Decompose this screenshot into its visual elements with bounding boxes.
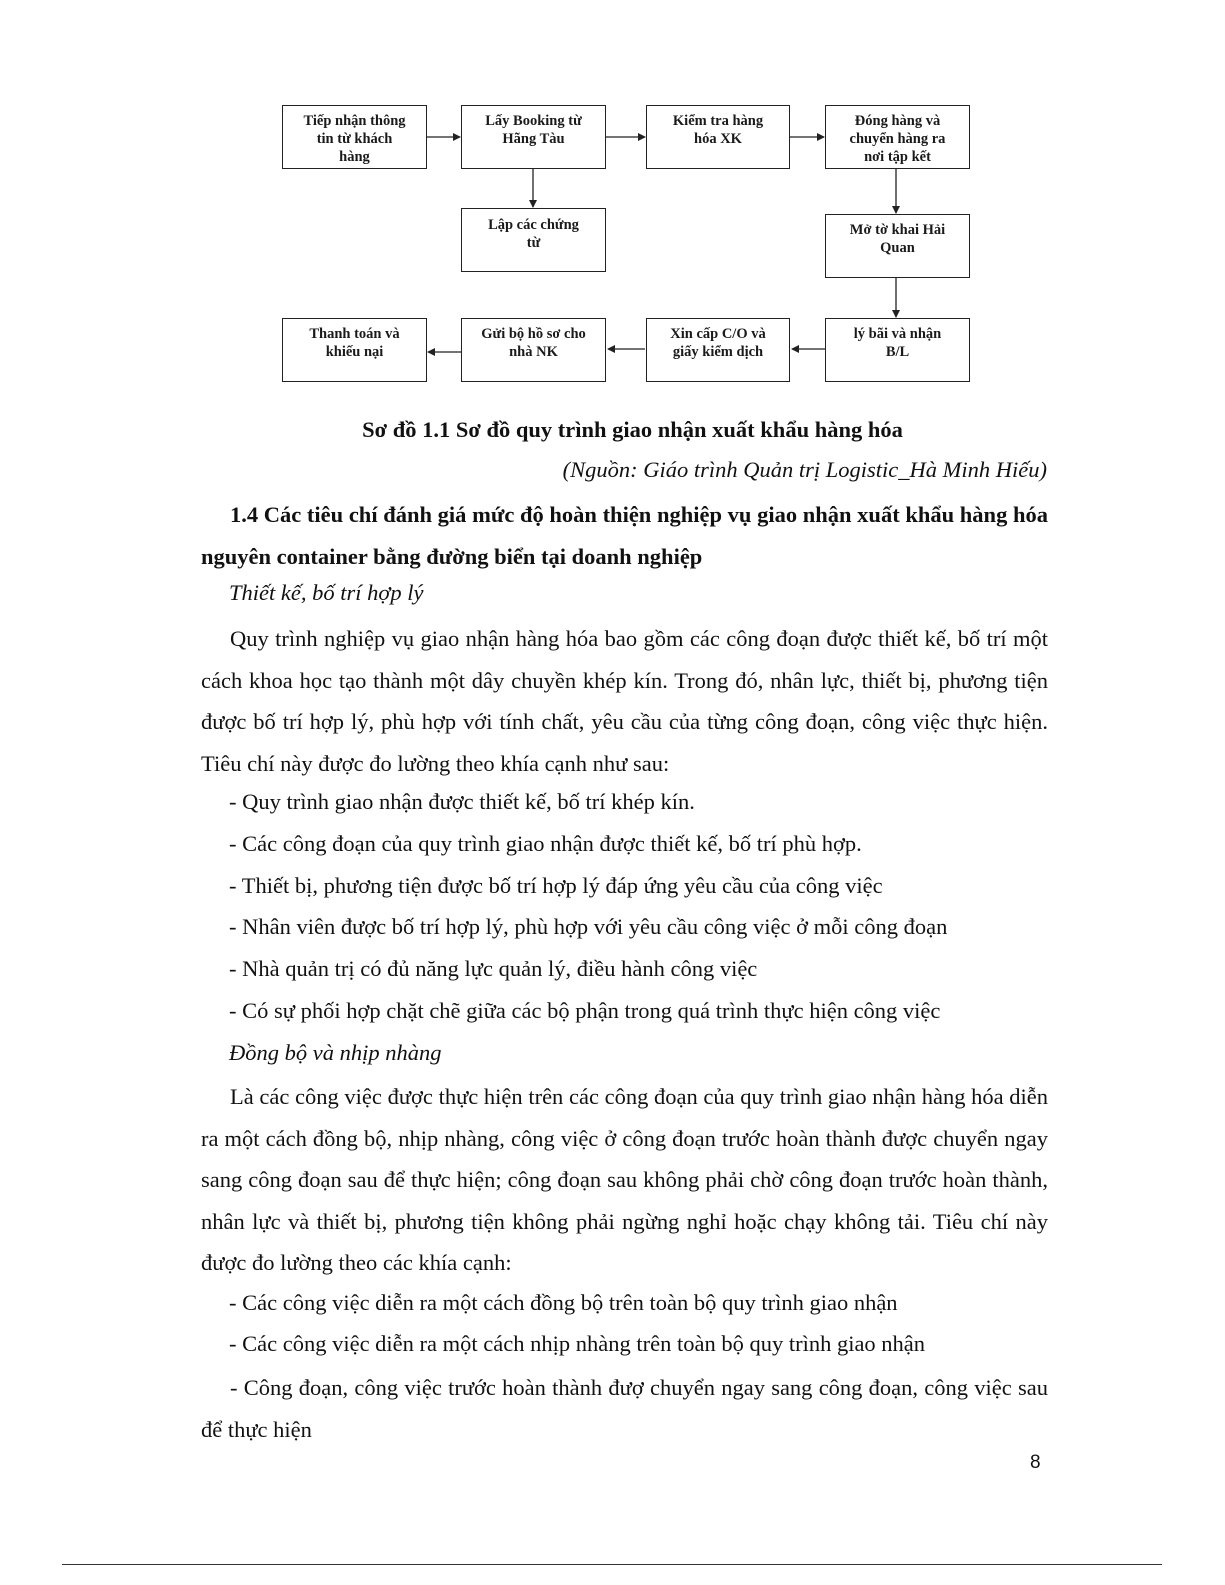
step-prepare-documents <box>461 208 606 272</box>
step-customs-declaration-line1: Mở tờ khai Hải <box>849 222 946 238</box>
step-receive-info-line2: tin từ khách <box>316 131 393 147</box>
step-co-certificate <box>646 318 790 382</box>
step-receive-info <box>282 105 427 169</box>
footer-divider <box>62 1564 1162 1565</box>
bullet-item: - Thiết bị, phương tiện được bố trí hợp lý đáp ứng yêu cầu của công việc <box>229 873 883 898</box>
step-receive-info-line3: hàng <box>339 149 370 165</box>
step-inspect-goods-line2: hóa XK <box>694 131 742 147</box>
step-payment-claims <box>282 318 427 382</box>
step-co-certificate-line1: Xin cấp C/O và <box>670 326 766 342</box>
step-pack-transfer-line3: nơi tập kết <box>864 149 931 165</box>
step-receive-info-line1: Tiếp nhận thông <box>303 113 406 129</box>
section-heading: 1.4 Các tiêu chí đánh giá mức độ hoàn thiện nghiệp vụ giao nhận xuất khẩu hàng hóa nguyên container bằng đường biển tại doanh nghiệp <box>201 502 1048 569</box>
step-prepare-documents-line2: từ <box>526 235 541 251</box>
diagram-arrows <box>0 0 1225 400</box>
step-booking-line1: Lấy Booking từ <box>485 113 582 129</box>
step-prepare-documents-line1: Lập các chứng <box>488 217 579 233</box>
step-yard-bl-line2: B/L <box>885 344 910 360</box>
bullet-item: - Nhân viên được bố trí hợp lý, phù hợp với yêu cầu công việc ở mỗi công đoạn <box>229 914 948 939</box>
subsection-title-sync: Đồng bộ và nhịp nhàng <box>229 1040 442 1065</box>
step-co-certificate-line2: giấy kiểm dịch <box>672 344 764 360</box>
figure-caption: Sơ đồ 1.1 Sơ đồ quy trình giao nhận xuất khẩu hàng hóa <box>362 417 903 442</box>
subsection-title-design: Thiết kế, bố trí hợp lý <box>229 580 424 605</box>
step-payment-claims-line1: Thanh toán và <box>309 326 400 342</box>
paragraph-sync: Là các công việc được thực hiện trên các công đoạn của quy trình giao nhận hàng hóa diễn ra một cách đồng bộ, nhịp nhàng, công việc ở công đoạn trước hoàn thành được chuyển ngay sang công đoạn sau để thực hiện; công đoạn sau không phải chờ công đoạn trước hoàn thành, nhân lực và thiết bị, phương tiện không phải ngừng nghỉ hoặc chạy không tải. Tiêu chí này được đo lường theo các khía cạnh: <box>201 1084 1048 1276</box>
process-flow-diagram <box>0 0 1225 400</box>
page-number: 8 <box>1030 1452 1041 1473</box>
step-customs-declaration <box>825 214 970 278</box>
step-yard-bl <box>825 318 970 382</box>
step-payment-claims-line2: khiếu nại <box>325 344 384 360</box>
step-customs-declaration-line2: Quan <box>880 240 915 256</box>
figure-source: (Nguồn: Giáo trình Quản trị Logistic_Hà Minh Hiếu) <box>562 457 1047 482</box>
step-pack-transfer <box>825 105 970 169</box>
step-inspect-goods <box>646 105 790 169</box>
bullet-item: - Các công việc diễn ra một cách đồng bộ trên toàn bộ quy trình giao nhận <box>229 1290 898 1315</box>
paragraph-design: Quy trình nghiệp vụ giao nhận hàng hóa bao gồm các công đoạn được thiết kế, bố trí một cách khoa học tạo thành một dây chuyền khép kín. Trong đó, nhân lực, thiết bị, phương tiện được bố trí hợp lý, phù hợp với tính chất, yêu cầu của từng công đoạn, công việc thực hiện. Tiêu chí này được đo lường theo khía cạnh như sau: <box>201 626 1048 776</box>
bullet-item: - Các công việc diễn ra một cách nhịp nhàng trên toàn bộ quy trình giao nhận <box>229 1331 926 1356</box>
step-send-documents-line1: Gửi bộ hồ sơ cho <box>481 326 586 342</box>
bullet-item: - Công đoạn, công việc trước hoàn thành đượ chuyển ngay sang công đoạn, công việc sau để thực hiện <box>201 1375 1048 1442</box>
step-send-documents-line2: nhà NK <box>509 344 558 360</box>
step-booking-line2: Hãng Tàu <box>502 131 565 147</box>
bullet-item: - Có sự phối hợp chặt chẽ giữa các bộ phận trong quá trình thực hiện công việc <box>229 998 941 1023</box>
bullet-item: - Nhà quản trị có đủ năng lực quản lý, điều hành công việc <box>229 956 758 981</box>
step-inspect-goods-line1: Kiểm tra hàng <box>672 113 764 129</box>
step-send-documents <box>461 318 606 382</box>
step-pack-transfer-line2: chuyển hàng ra <box>849 131 946 147</box>
bullet-item: - Quy trình giao nhận được thiết kế, bố trí khép kín. <box>229 789 695 814</box>
bullet-item: - Các công đoạn của quy trình giao nhận được thiết kế, bố trí phù hợp. <box>229 831 862 856</box>
step-pack-transfer-line1: Đóng hàng và <box>854 113 941 129</box>
step-yard-bl-line1: lý bãi và nhận <box>853 326 942 342</box>
step-booking <box>461 105 606 169</box>
